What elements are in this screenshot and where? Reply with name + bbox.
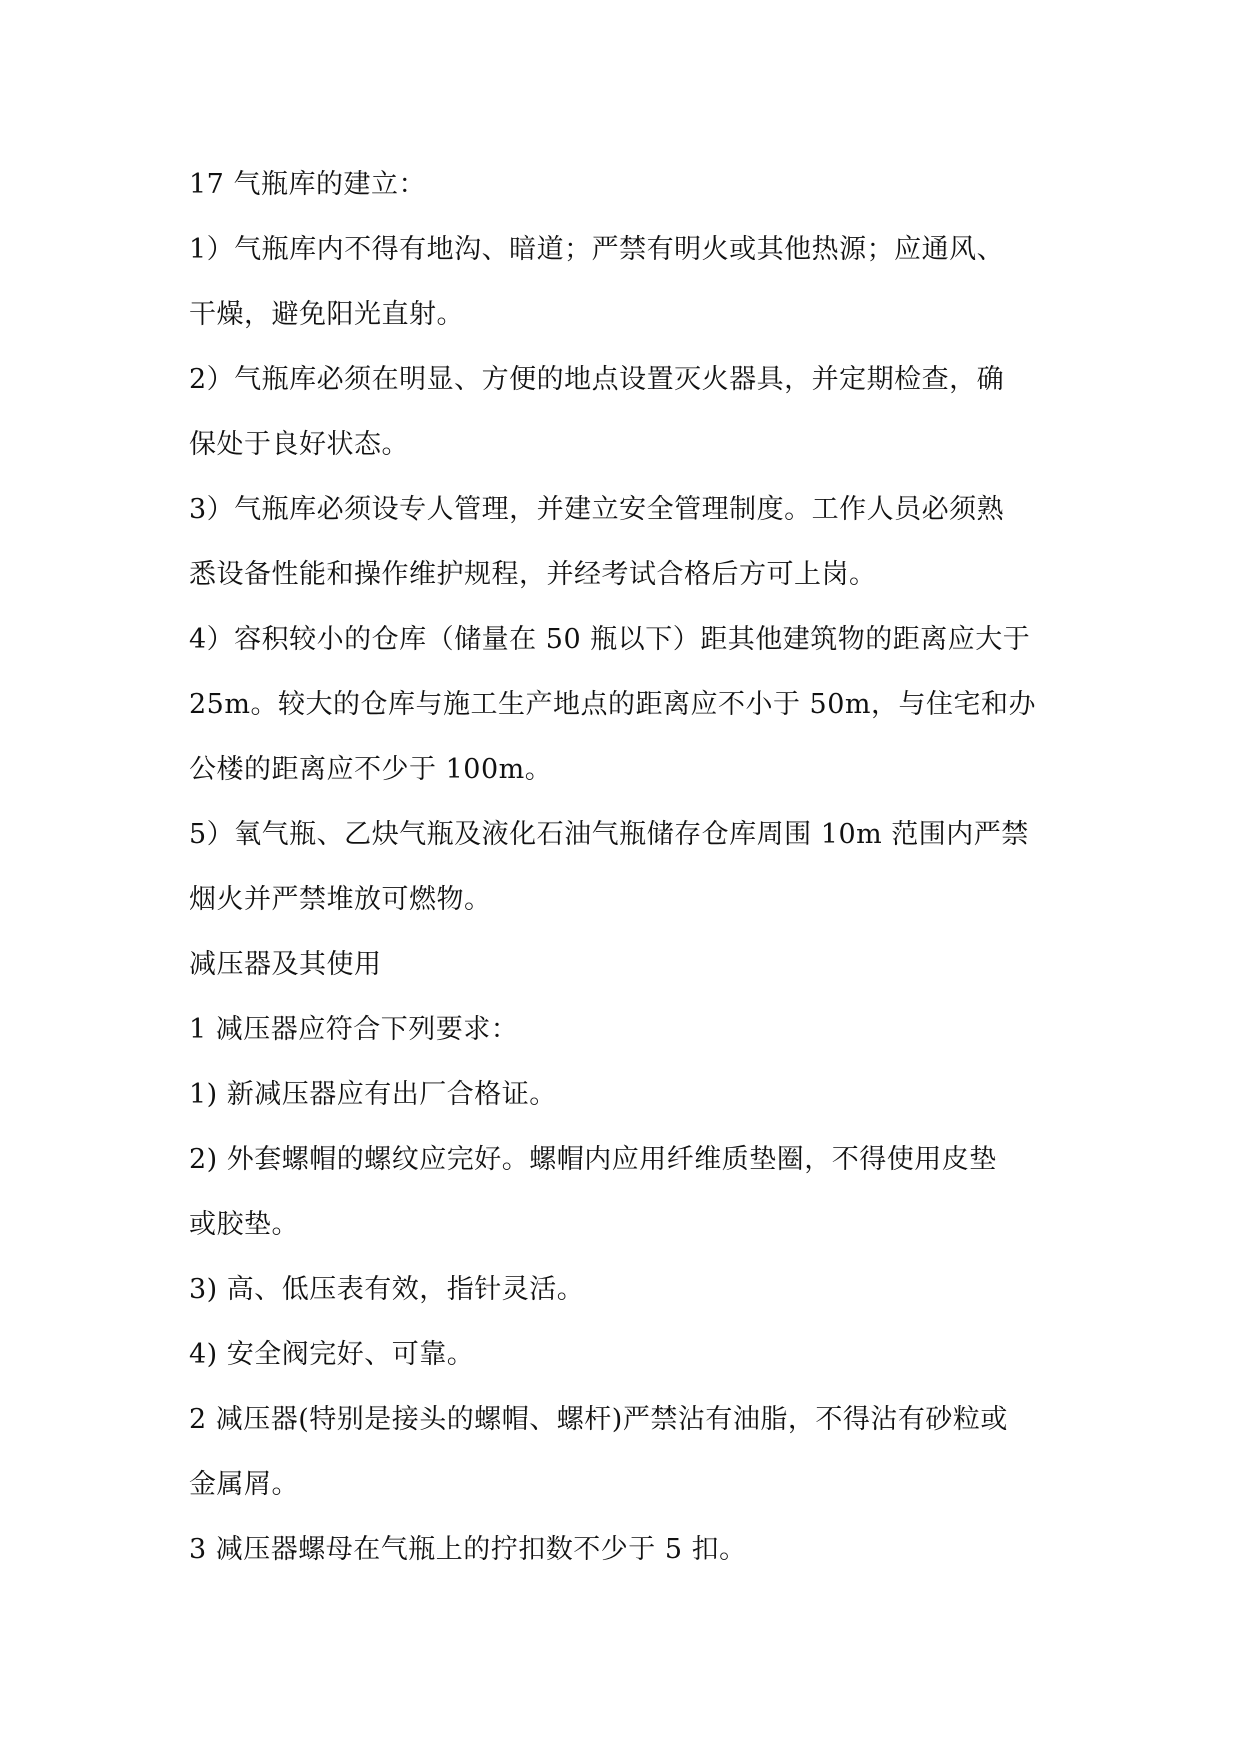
text-line: 2 减压器(特别是接头的螺帽、螺杆)严禁沾有油脂，不得沾有砂粒或 (189, 1404, 1008, 1435)
text-line: 金属屑。 (189, 1469, 299, 1500)
text-line: 3）气瓶库必须设专人管理，并建立安全管理制度。工作人员必须熟 (189, 494, 1005, 525)
text-line: 1) 新减压器应有出厂合格证。 (189, 1079, 557, 1110)
text-line: 4) 安全阀完好、可靠。 (189, 1339, 475, 1370)
text-line: 3 减压器螺母在气瓶上的拧扣数不少于 5 扣。 (189, 1534, 747, 1565)
text-line: 1）气瓶库内不得有地沟、暗道；严禁有明火或其他热源；应通风、 (189, 234, 1005, 265)
text-line: 2）气瓶库必须在明显、方便的地点设置灭火器具，并定期检查，确 (189, 364, 1005, 395)
text-line: 2) 外套螺帽的螺纹应完好。螺帽内应用纤维质垫圈，不得使用皮垫 (189, 1144, 997, 1175)
text-line: 4）容积较小的仓库（储量在 50 瓶以下）距其他建筑物的距离应大于 (189, 624, 1031, 655)
text-line: 保处于良好状态。 (189, 429, 409, 460)
text-line: 1 减压器应符合下列要求： (189, 1014, 519, 1045)
text-line: 烟火并严禁堆放可燃物。 (189, 884, 492, 915)
text-line: 25m。较大的仓库与施工生产地点的距离应不小于 50m，与住宅和办 (189, 689, 1036, 720)
text-line: 3) 高、低压表有效，指针灵活。 (189, 1274, 585, 1305)
text-line: 5）氧气瓶、乙炔气瓶及液化石油气瓶储存仓库周围 10m 范围内严禁 (189, 819, 1029, 850)
text-line: 或胶垫。 (189, 1209, 299, 1240)
section-heading: 减压器及其使用 (189, 949, 382, 980)
text-line: 悉设备性能和操作维护规程，并经考试合格后方可上岗。 (189, 559, 877, 590)
text-line: 17 气瓶库的建立： (189, 169, 426, 200)
text-line: 干燥，避免阳光直射。 (189, 299, 464, 330)
text-line: 公楼的距离应不少于 100m。 (189, 754, 553, 785)
